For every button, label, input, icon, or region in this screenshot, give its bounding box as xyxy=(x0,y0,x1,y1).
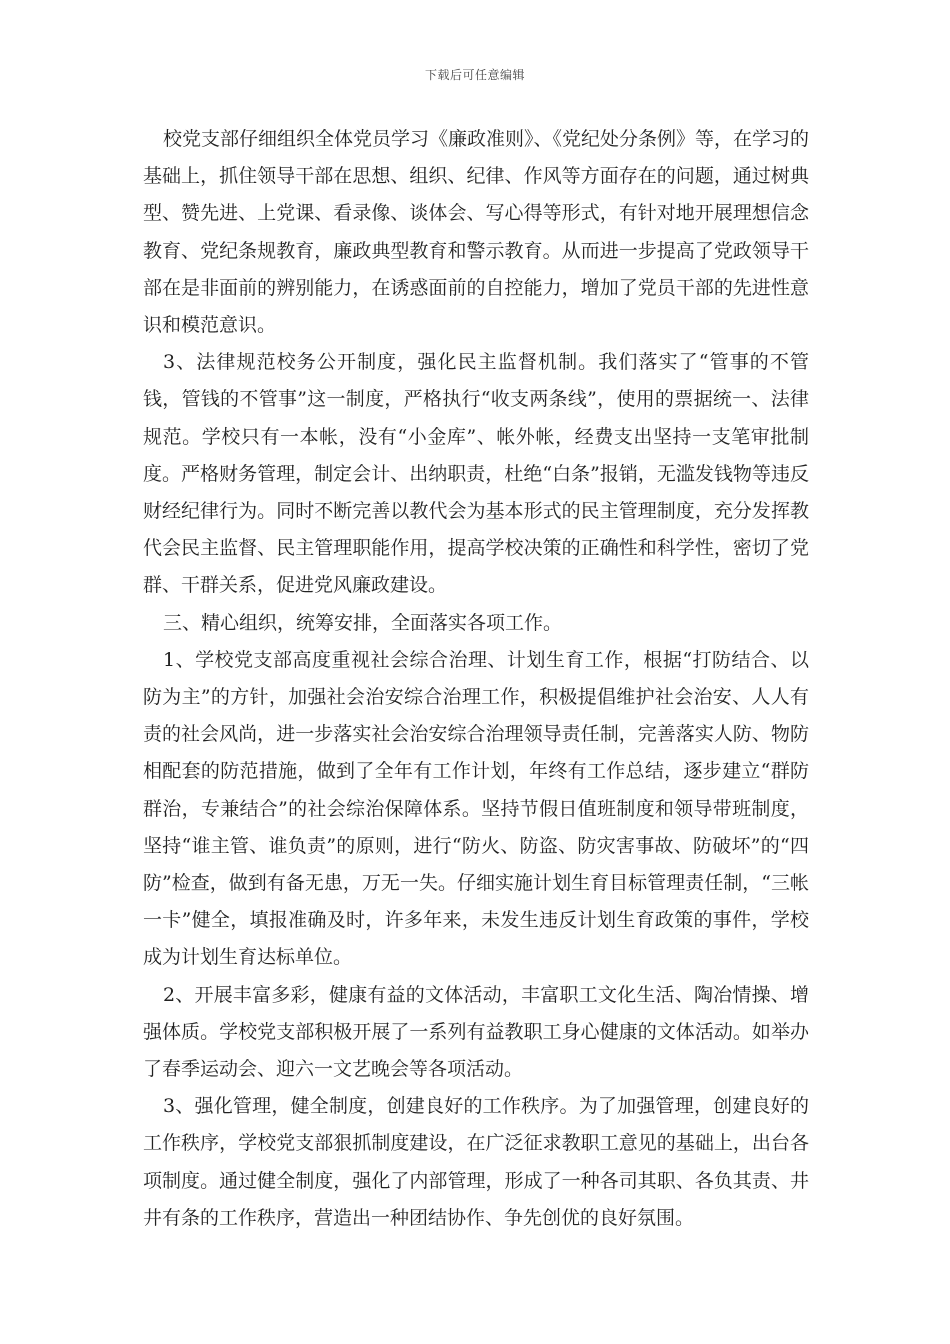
paragraph-financial-openness: 3、法律规范校务公开制度，强化民主监督机制。我们落实了“管事的不管钱，管钱的不管事”这一制度，严格执行“收支两条线”，使用的票据统一、法律规范。学校只有一本帐，没有“小金库”、帐外帐，经费支出坚持一支笔审批制度。严格财务管理，制定会计、出纳职责，杜绝“白条”报销，无滥发钱物等违反财经纪律行为。同时不断完善以教代会为基本形式的民主管理制度，充分发挥教代会民主监督、民主管理职能作用，提高学校决策的正确性和科学性，密切了党群、干群关系，促进党风廉政建设。 xyxy=(143,351,809,597)
paragraph-management-system: 3、强化管理，健全制度，创建良好的工作秩序。为了加强管理，创建良好的工作秩序，学校党支部狠抓制度建设，在广泛征求教职工意见的基础上，出台各项制度。通过健全制度，强化了内部管理，形成了一种各司其职、各负其责、井井有条的工作秩序，营造出一种团结协作、争先创优的良好氛围。 xyxy=(143,1095,809,1229)
section-heading-three: 三、精心组织，统筹安排，全面落实各项工作。 xyxy=(163,611,563,634)
paragraph-party-study: 校党支部仔细组织全体党员学习《廉政准则》、《党纪处分条例》等，在学习的基础上，抓住领导干部在思想、组织、纪律、作风等方面存在的问题，通过树典型、赞先进、上党课、看录像、谈体会、写心得等形式，有针对地开展理想信念教育、党纪条规教育，廉政典型教育和警示教育。从而进一步提高了党政领导干部在是非面前的辨别能力，在诱惑面前的自控能力，增加了党员干部的先进性意识和模范意识。 xyxy=(143,128,810,337)
document-body xyxy=(143,121,809,1237)
paragraph-cultural-activities: 2、开展丰富多彩，健康有益的文体活动，丰富职工文化生活、陶冶情操、增强体质。学校党支部积极开展了一系列有益教职工身心健康的文体活动。如举办了春季运动会、迎六一文艺晚会等各项活动。 xyxy=(143,983,809,1081)
header-note: 下载后可任意编辑 xyxy=(424,68,525,82)
paragraph-social-governance: 1、学校党支部高度重视社会综合治理、计划生育工作，根据“打防结合、以防为主”的方针，加强社会治安综合治理工作，积极提倡维护社会治安、人人有责的社会风尚，进一步落实社会治安综合治理领导责任制，完善落实人防、物防相配套的防范措施，做到了全年有工作计划，年终有工作总结，逐步建立“群防群治，专兼结合”的社会综治保障体系。坚持节假日值班制度和领导带班制度，坚持“谁主管、谁负责”的原则，进行“防火、防盗、防灾害事故、防破坏”的“四防”检查，做到有备无患，万无一失。仔细实施计划生育目标管理责任制，“三帐一卡”健全，填报准确及时，许多年来，未发生违反计划生育政策的事件，学校成为计划生育达标单位。 xyxy=(143,648,809,969)
